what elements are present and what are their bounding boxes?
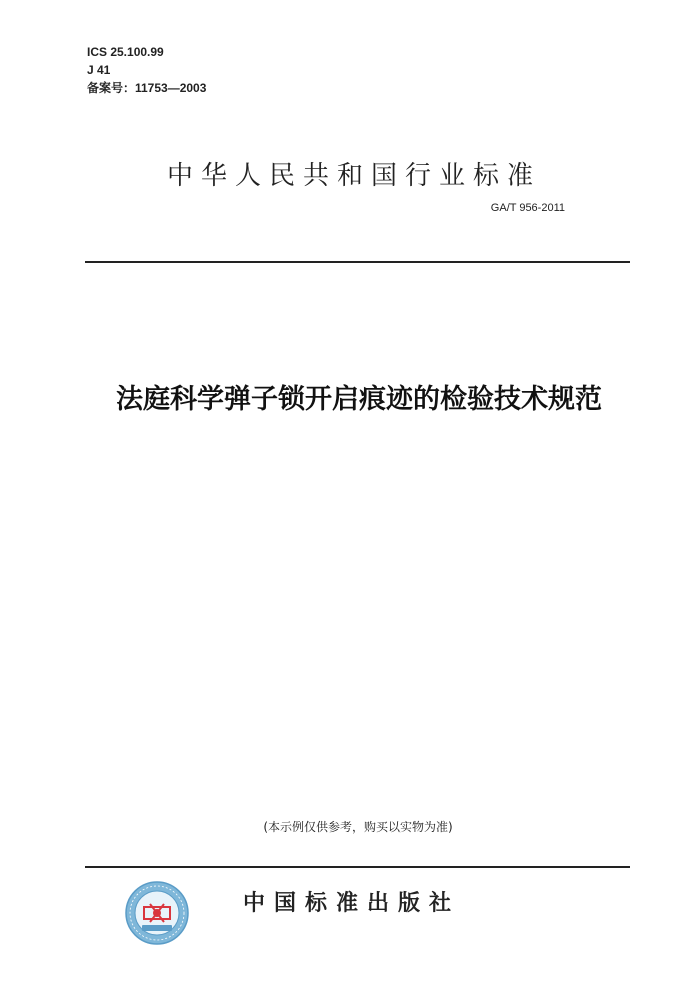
publisher-name: 中国标准出版社 bbox=[243, 891, 461, 916]
standard-metadata bbox=[87, 43, 206, 97]
document-title: 法庭科学弹子锁开启痕迹的检验技术规范 bbox=[116, 384, 602, 415]
disclaimer-note: (本示例仅供参考，购买以实物为准) bbox=[263, 820, 453, 834]
publisher-seal-icon bbox=[124, 880, 190, 946]
top-divider bbox=[85, 261, 630, 263]
standard-code: GA/T 956-2011 bbox=[490, 202, 565, 214]
ccs-code: J 41 bbox=[87, 63, 111, 77]
bottom-divider bbox=[85, 866, 630, 868]
standard-organization-title: 中华人民共和国行业标准 bbox=[166, 161, 541, 191]
ics-code: ICS 25.100.99 bbox=[87, 45, 164, 59]
record-number: 备案号：11753—2003 bbox=[87, 81, 207, 95]
